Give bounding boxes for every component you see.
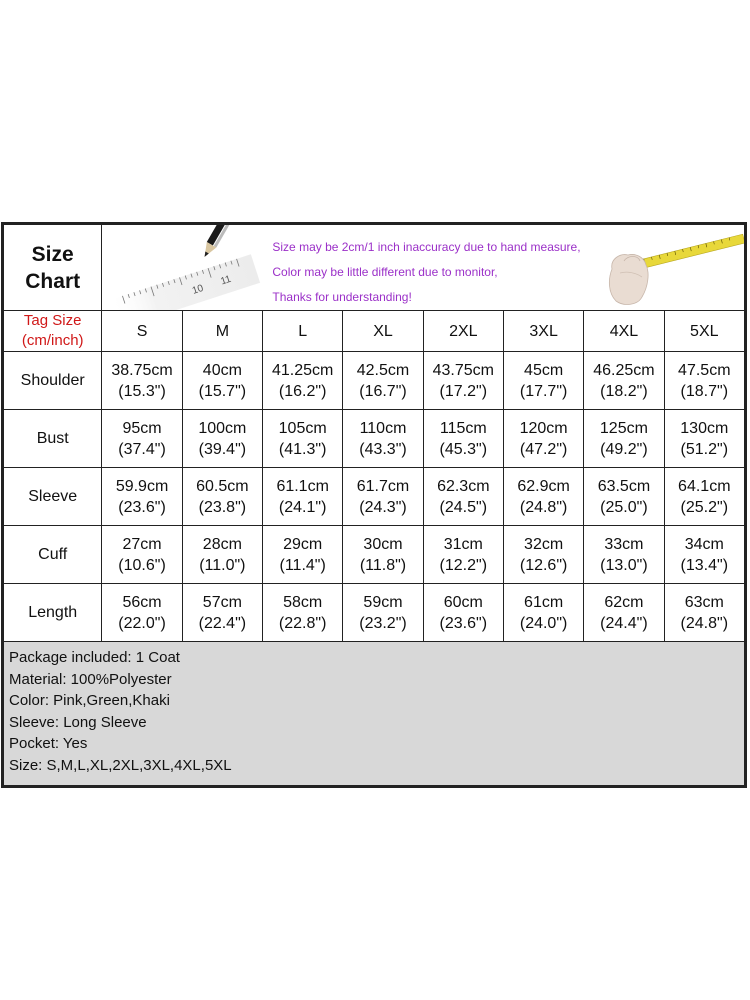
size-header: M — [182, 311, 262, 352]
note-thanks: Thanks for understanding! — [272, 290, 412, 304]
cm-value: 62.3cm — [437, 477, 490, 495]
cm-value: 130cm — [680, 419, 729, 437]
inch-value: (15.7") — [198, 382, 247, 400]
measurement-cell — [263, 526, 343, 584]
inch-value: (41.3") — [278, 440, 327, 458]
size-header: XL — [343, 311, 423, 352]
info-package: Package included: 1 Coat — [9, 649, 180, 666]
measurement-cell — [584, 410, 664, 468]
measurement-cell — [664, 352, 744, 410]
cm-value: 62cm — [604, 593, 644, 611]
size-chart-sheet — [1, 222, 747, 788]
size-header: L — [263, 311, 343, 352]
measurement-cell — [343, 410, 423, 468]
measurement-cell — [503, 468, 583, 526]
inch-value: (22.8") — [278, 614, 327, 632]
cm-value: 115cm — [439, 419, 487, 437]
row-label: Sleeve — [4, 468, 102, 526]
info-sleeve: Sleeve: Long Sleeve — [9, 713, 147, 731]
cm-value: 38.75cm — [111, 361, 173, 379]
measurement-cell — [503, 584, 583, 642]
inch-value: (24.4") — [600, 614, 648, 632]
measurement-cell — [343, 526, 423, 584]
measurement-cell — [102, 352, 182, 410]
row-label: Length — [4, 584, 102, 642]
cm-value: 120cm — [519, 419, 568, 437]
measurement-cell — [503, 352, 583, 410]
inch-value: (47.2") — [519, 440, 568, 458]
measurement-cell — [182, 584, 262, 642]
cm-value: 59.9cm — [115, 477, 169, 495]
size-chart-title — [4, 225, 102, 311]
inch-value: (11.0") — [199, 556, 246, 574]
inch-value: (11.4") — [279, 556, 326, 574]
info-sizes: Size: S,M,L,XL,2XL,3XL,4XL,5XL — [9, 756, 232, 774]
cm-value: 63cm — [684, 593, 724, 611]
measurement-cell — [263, 468, 343, 526]
info-color: Color: Pink,Green,Khaki — [9, 692, 170, 710]
inch-value: (25.2") — [680, 498, 729, 516]
measurement-cell — [423, 526, 503, 584]
measurement-row-sleeve — [4, 468, 745, 526]
measurement-row-shoulder — [4, 352, 745, 410]
cm-value: 41.25cm — [271, 361, 334, 379]
size-header: 2XL — [423, 311, 503, 352]
measurement-cell — [584, 468, 664, 526]
note-inaccuracy: Size may be 2cm/1 inch inaccuracy due to hand measure, — [272, 240, 581, 254]
inch-value: (24.3") — [359, 498, 407, 516]
measurement-cell — [503, 526, 583, 584]
inch-value: (49.2") — [600, 440, 648, 458]
measurement-cell — [182, 526, 262, 584]
size-header: S — [102, 311, 182, 352]
cm-value: 30cm — [363, 535, 403, 553]
inch-value: (12.6") — [519, 556, 568, 574]
tape-measure-hand-icon — [594, 225, 744, 310]
inch-value: (23.6") — [118, 498, 166, 516]
measurement-cell — [182, 410, 262, 468]
measurement-cell — [584, 352, 664, 410]
measurement-cell — [102, 526, 182, 584]
title-row — [4, 225, 745, 311]
cm-value: 29cm — [283, 535, 323, 553]
inch-value: (22.0") — [118, 614, 166, 632]
inch-value: (24.1") — [278, 498, 327, 516]
inch-value: (24.0") — [519, 614, 568, 632]
inch-value: (11.8") — [359, 556, 407, 574]
measurement-cell — [343, 584, 423, 642]
tag-size-label-line-1: Tag Size — [23, 312, 82, 329]
cm-value: 64.1cm — [678, 477, 731, 495]
cm-value: 27cm — [122, 535, 162, 553]
size-header: 3XL — [503, 311, 583, 352]
measurement-cell — [102, 584, 182, 642]
measurement-cell — [102, 410, 182, 468]
cm-value: 31cm — [443, 535, 483, 553]
cm-value: 43.75cm — [432, 361, 494, 379]
inch-value: (23.8") — [198, 498, 247, 516]
cm-value: 45cm — [524, 361, 564, 379]
ruler-digit-10: 10 — [191, 282, 206, 297]
title-line-2: Chart — [25, 269, 81, 293]
inch-value: (25.0") — [600, 498, 648, 516]
inch-value: (16.7") — [359, 382, 407, 400]
measurement-cell — [584, 584, 664, 642]
inch-value: (23.2") — [359, 614, 407, 632]
cm-value: 62.9cm — [517, 477, 570, 495]
cm-value: 61.7cm — [356, 477, 410, 495]
ruler-digit-11: 11 — [219, 273, 234, 288]
inch-value: (43.3") — [359, 440, 407, 458]
cm-value: 95cm — [122, 419, 162, 437]
measurement-cell — [263, 584, 343, 642]
size-chart-table — [3, 224, 745, 786]
inch-value: (12.2") — [439, 556, 488, 574]
cm-value: 42.5cm — [356, 361, 410, 379]
row-label: Bust — [4, 410, 102, 468]
cm-value: 125cm — [599, 419, 648, 437]
measurement-cell — [423, 584, 503, 642]
cm-value: 47.5cm — [678, 361, 731, 379]
inch-value: (23.6") — [439, 614, 488, 632]
cm-value: 56cm — [122, 593, 162, 611]
product-info-row — [4, 642, 745, 786]
title-line-1: Size — [31, 242, 74, 266]
row-label: Cuff — [4, 526, 102, 584]
inch-value: (24.8") — [519, 498, 568, 516]
cm-value: 32cm — [524, 535, 564, 553]
inch-value: (24.5") — [439, 498, 488, 516]
product-info — [4, 642, 745, 786]
cm-value: 34cm — [684, 535, 724, 553]
measurement-cell — [664, 584, 744, 642]
inch-value: (37.4") — [118, 440, 166, 458]
inch-value: (13.4") — [680, 556, 729, 574]
size-header: 5XL — [664, 311, 744, 352]
note-color: Color may be little different due to monitor, — [272, 265, 498, 279]
measurement-row-length — [4, 584, 745, 642]
cm-value: 46.25cm — [593, 361, 655, 379]
inch-value: (15.3") — [118, 382, 166, 400]
inch-value: (24.8") — [680, 614, 729, 632]
measurement-cell — [664, 468, 744, 526]
tag-size-label — [4, 311, 102, 352]
measurement-cell — [664, 526, 744, 584]
measurement-row-cuff — [4, 526, 745, 584]
measurement-cell — [503, 410, 583, 468]
measurement-cell — [423, 352, 503, 410]
cm-value: 61cm — [524, 593, 564, 611]
inch-value: (17.2") — [439, 382, 488, 400]
pencil-ruler-icon — [102, 225, 262, 310]
tag-size-row — [4, 311, 745, 352]
inch-value: (45.3") — [439, 440, 488, 458]
measurement-cell — [423, 410, 503, 468]
cm-value: 57cm — [202, 593, 242, 611]
cm-value: 60.5cm — [196, 477, 249, 495]
measurement-cell — [263, 352, 343, 410]
inch-value: (18.2") — [600, 382, 648, 400]
cm-value: 40cm — [202, 361, 242, 379]
measurement-cell — [343, 352, 423, 410]
measurement-cell — [343, 468, 423, 526]
cm-value: 110cm — [359, 419, 407, 437]
measurement-cell — [102, 468, 182, 526]
inch-value: (17.7") — [519, 382, 568, 400]
cm-value: 33cm — [604, 535, 644, 553]
inch-value: (13.0") — [600, 556, 648, 574]
measurement-cell — [423, 468, 503, 526]
measurement-cell — [584, 526, 664, 584]
measurement-cell — [182, 468, 262, 526]
inch-value: (51.2") — [680, 440, 729, 458]
measurement-cell — [263, 410, 343, 468]
measurement-cell — [182, 352, 262, 410]
row-label: Shoulder — [4, 352, 102, 410]
cm-value: 60cm — [443, 593, 483, 611]
inch-value: (16.2") — [278, 382, 327, 400]
cm-value: 28cm — [202, 535, 242, 553]
cm-value: 105cm — [278, 419, 327, 437]
cm-value: 100cm — [198, 419, 247, 437]
measurement-banner — [102, 225, 745, 311]
cm-value: 61.1cm — [276, 477, 329, 495]
inch-value: (39.4") — [198, 440, 247, 458]
info-material: Material: 100%Polyester — [9, 670, 172, 688]
measurement-cell — [664, 410, 744, 468]
cm-value: 58cm — [283, 593, 323, 611]
cm-value: 59cm — [363, 593, 403, 611]
inch-value: (22.4") — [198, 614, 247, 632]
inch-value: (18.7") — [680, 382, 729, 400]
tag-size-label-line-2: (cm/inch) — [21, 332, 84, 349]
inch-value: (10.6") — [118, 556, 166, 574]
size-header: 4XL — [584, 311, 664, 352]
measurement-notes — [272, 235, 580, 310]
info-pocket: Pocket: Yes — [9, 735, 88, 753]
measurement-row-bust — [4, 410, 745, 468]
cm-value: 63.5cm — [597, 477, 651, 495]
